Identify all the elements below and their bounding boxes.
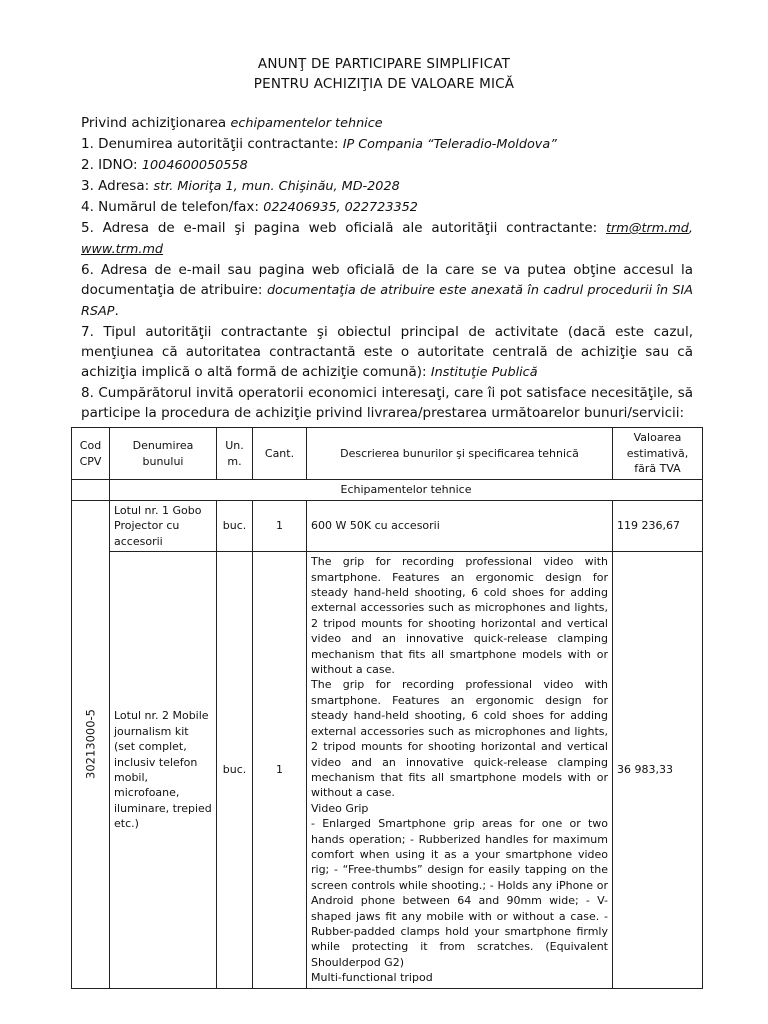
cpv-code: 30213000-5: [82, 709, 97, 780]
subject-line: Privind achiziţionarea echipamentelor tehnice: [81, 115, 383, 131]
table-row: [72, 501, 703, 552]
email-link[interactable]: trm@trm.md: [605, 221, 689, 236]
announcement-details: [81, 113, 693, 423]
section-label: Echipamentelor tehnice: [110, 480, 703, 501]
lot-unit: buc.: [217, 552, 253, 988]
item-idno: 2. IDNO: 1004600050558: [81, 157, 248, 173]
header-name: Denumirea bunului: [110, 428, 217, 480]
title-line-2: PENTRU ACHIZIŢIA DE VALOARE MICĂ: [253, 76, 515, 92]
item-authority-type: 7. Tipul autorităţii contractante şi obiectul principal de activitate (dacă este cazul, menţiunea că autoritatea contractantă este o autoritate centrală de achiziţie sau că achiziţia implică o altă formă de achiziţie comună): Instituţie Publică: [81, 324, 693, 380]
header-cpv: Cod CPV: [72, 428, 110, 480]
title-line-1: ANUNŢ DE PARTICIPARE SIMPLIFICAT: [257, 56, 511, 72]
lot-value: 36 983,33: [613, 552, 703, 988]
lot-quantity: 1: [253, 552, 307, 988]
header-value: Valoarea estimativă, fără TVA: [613, 428, 703, 480]
document-title: [0, 54, 768, 94]
header-description: Descrierea bunurilor şi specificarea tehnică: [307, 428, 613, 480]
item-email-web: 5. Adresa de e-mail şi pagina web oficială ale autorităţii contractante: trm@trm.md, www.trm.md: [81, 220, 693, 257]
table-header-row: [72, 428, 703, 480]
lot-unit: buc.: [217, 501, 253, 552]
item-invitation: 8. Cumpărătorul invită operatorii economici interesaţi, care îi pot satisface necesităţile, să participe la procedura de achiziţie privind livrarea/prestarea următoarelor bunuri/servicii:: [81, 385, 693, 421]
lot-name: Lotul nr. 1 Gobo Projector cu accesorii: [110, 501, 217, 552]
item-phone: 4. Numărul de telefon/fax: 022406935, 022723352: [81, 199, 418, 215]
lot-description: 600 W 50K cu accesorii: [307, 501, 613, 552]
subject-value: echipamentelor tehnice: [230, 116, 383, 131]
lot-description: The grip for recording professional video with smartphone. Features an ergonomic design for steady hand-held shooting, 6 cold shoes for adding external accessories such as microphones and lights, 2 tripod mounts for shooting horizontal and vertical video and an innovative quick-release clamping mechanism that fits all smartphone models with or without a case. The grip for recording professional video with smartphone. Features an ergonomic design for steady hand-held shooting, 6 cold shoes for adding external accessories such as microphones and lights, 2 tripod mounts for shooting horizontal and vertical video and an innovative quick-release clamping mechanism that fits all smartphone models with or without a case. Video Grip - Enlarged Smartphone grip areas for one or two hands operation; - Rubberized handles for maximum comfort when using it as a your smartphone video rig; - “Free-thumbs” design for easily tapping on the screen controls while shooting.; - Holds any iPhone or Android phone between 64 and 90mm wide; - V-shaped jaws fit any mobile with or without a case. - Rubber-padded clamps hold your smartphone firmly while protecting it from scratches. (Equivalent Shoulderpod G2) Multi-functional tripod: [307, 552, 613, 988]
website-link[interactable]: www.trm.md: [81, 242, 164, 257]
lot-quantity: 1: [253, 501, 307, 552]
cpv-code-cell: [72, 501, 110, 989]
header-unit: Un. m.: [217, 428, 253, 480]
item-authority-name: 1. Denumirea autorităţii contractante: IP Compania “Teleradio-Moldova”: [81, 136, 557, 152]
item-address: 3. Adresa: str. Mioriţa 1, mun. Chişinău, MD-2028: [81, 178, 400, 194]
table-row: [72, 552, 703, 988]
goods-table: [71, 427, 703, 989]
lot-value: 119 236,67: [613, 501, 703, 552]
section-row: [72, 480, 703, 501]
lot-name: Lotul nr. 2 Mobile journalism kit (set complet, inclusiv telefon mobil, microfoane, iluminare, trepied etc.): [110, 552, 217, 988]
item-documentation-access: 6. Adresa de e-mail sau pagina web oficială de la care se va putea obţine accesul la documentaţia de atribuire: documentaţia de atribuire este anexată în cadrul procedurii în SIA RSAP.: [81, 262, 693, 319]
header-qty: Cant.: [253, 428, 307, 480]
